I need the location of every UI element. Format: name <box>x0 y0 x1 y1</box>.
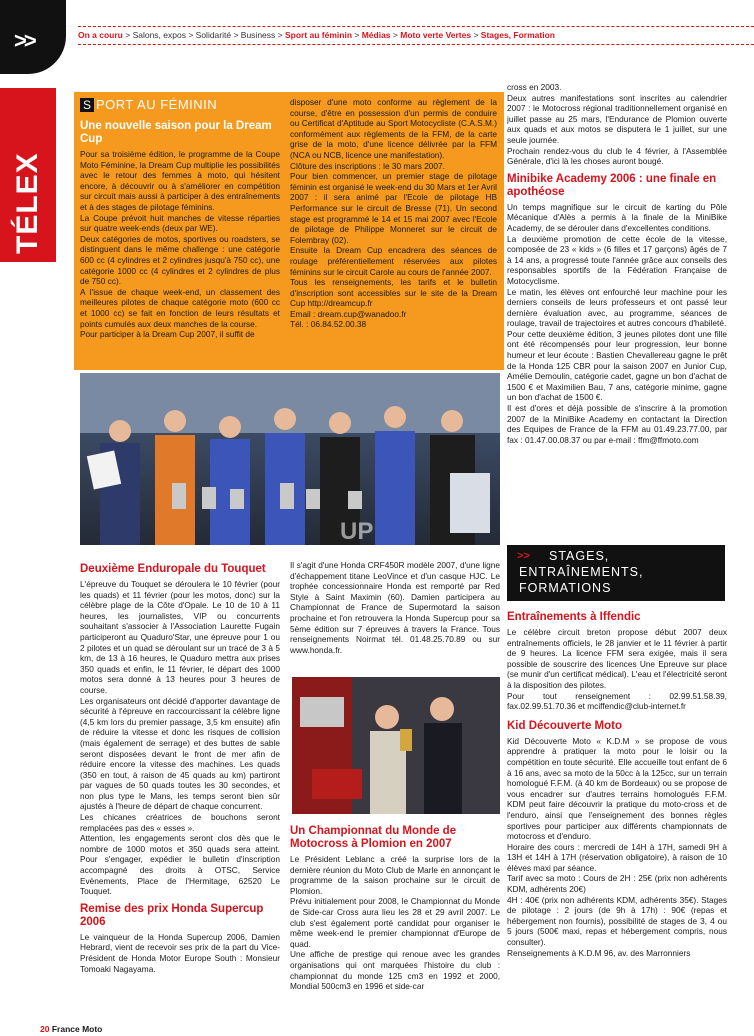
headline: Deuxième Enduropale du Touquet <box>80 563 266 575</box>
paragraph: Horaire des cours : mercredi de 14H à 17H, samedi 9H à 13H et 14H à 17H (réservation obligatoire), à raison de 10 élèves maxi par séance. <box>507 841 727 873</box>
watermark: UP <box>340 518 374 545</box>
paragraph: Tarif avec sa moto : Cours de 2H : 25€ (prix non adhérents KDM, adhérents 20€) <box>507 873 727 895</box>
section-title-text: PORT AU FÉMININ <box>96 97 218 112</box>
page-number: 20 <box>40 1024 50 1034</box>
headline: Remise des prix Honda Supercup 2006 <box>80 902 264 928</box>
paragraph: Le Président Leblanc a créé la surprise lors de la dernière réunion du Moto Club de Marle en annonçant le programme de la saison prochaine sur le circuit de Plomion. <box>290 854 500 896</box>
paragraph: Clôture des inscriptions : le 30 mars 2007. <box>290 160 445 171</box>
feature-column-1 <box>80 97 280 340</box>
paragraph: Deux autres manifestations sont inscrites au calendrier 2007 : le Motocross régional traditionnellement organisé en juillet passe au 25 mars, l'Endurance de Plomion ouverte aux quads et aux motos se disputera le 1 juillet, sur une seule journée. <box>507 92 727 145</box>
headline: Une nouvelle saison pour la Dream Cup <box>80 120 272 145</box>
paragraph: 4H : 40€ (prix non adhérents KDM, adhérents 35€). Stages de pilotage : 2 jours (de 9h à 17h) : 90€ (repas et hébergement non fournis), possibilité de stages de 3, 4 ou 5 jours (500€ maxi, repas et hébergement compris, nous consulter). <box>507 894 727 948</box>
breadcrumb-item[interactable]: Sport au féminin <box>284 30 353 40</box>
breadcrumb-item[interactable]: Médias <box>361 30 391 40</box>
magazine-name: France Moto <box>51 1024 103 1034</box>
paragraph: Deux catégories de motos, sportives ou roadsters, se distinguent dans le même challenge : une catégorie 600 cc (4 cylindres et 2 cylindres jusqu'à 750 cc), une catégorie 1000 cc (4 cylindres et 2 cylindres de plus de 750 cc). <box>80 233 280 287</box>
team-photo <box>80 373 500 545</box>
paragraph: Email : dream.cup@wanadoo.fr <box>290 308 407 319</box>
section-initial: S <box>80 98 94 112</box>
divider <box>78 44 754 45</box>
article-body <box>507 82 727 167</box>
column-3-continued <box>507 608 727 958</box>
double-chevron-icon: >> <box>517 550 530 562</box>
section-header-stages <box>507 545 725 601</box>
paragraph: Ensuite la Dream Cup encadrera des séances de roulage préférentiellement réservées aux pilotes féminins sur le circuit Carole au cours de l'année 2007. <box>290 245 497 277</box>
paragraph: Le matin, les élèves ont enfourché leur machine pour les derniers conseils de leurs professeurs et ont passé leur dernière évaluation avec, au programme, séances de roulage, travail de trajectoires et autres concours d'habileté. <box>507 286 727 329</box>
paragraph: Le célèbre circuit breton propose début 2007 deux entraînements officiels, le 28 janvier et le 11 février à partir de 9 heures. La licence FFM sera exigée, mais il sera possible de souscrire des licences Une Epreuve sur place (se munir d'un certificat médical). L'eau et l'électricité seront à la disposition des pilotes. <box>507 627 727 690</box>
breadcrumb-item[interactable]: Solidarité <box>195 30 232 40</box>
paragraph: Prévu initialement pour 2008, le Championnat du Monde de Side-car Cross aura lieu les 28 et 29 avril 2007. Le club s'est également porté candidat pour organiser le même week-end le premier championnat d'Europe de quad. <box>290 896 500 949</box>
feature-column-2 <box>290 97 497 330</box>
article-body <box>80 932 280 974</box>
award-photo <box>292 677 500 814</box>
paragraph: Pour cette deuxième édition, 3 jeunes pilotes dont une fille ont été récompensés pour leur progression, leur bonne humeur et leur écoute : Bastien Chevallereau gagne le prêt de la Honda 125 CBR pour la saison 2007 en Junior Cup, Amélie Demoulin, catégorie cadet, gagne un bon d'achat de 1500 € et Maximilien Bau, 7 ans, catégorie minime, gagne un bon d'achat de 1500 €. <box>507 328 727 403</box>
article-body <box>290 560 500 655</box>
paragraph: La Coupe prévoit huit manches de vitesse réparties sur quatre week-ends (deux par WE). <box>80 212 280 234</box>
paragraph: Renseignements à K.D.M 96, av. des Marronniers <box>507 947 691 958</box>
paragraph: Les chicanes créatrices de bouchons seront remplacées pas des « esses ». <box>80 812 280 833</box>
article-body <box>507 627 727 712</box>
paragraph: Les organisateurs ont décidé d'apporter davantage de sécurité à l'épreuve en raccourcissant la célèbre ligne (4,5 km lors du premier passage, 3,5 km ensuite) afin de réduire la vitesse et donc les risques de collision (mais également de serrage) et des buttes de sable seront disposées devant le front de mer afin de réduire encore la vitesse des machines. Les quads (350 en tout, à raison de 45 quads au km) partiront par vagues de 50 quads toutes les 30 secondes, et non plus type le Mans, les temps seront bien sûr ajustés à l'heure de départ de chaque concurrent. <box>80 695 280 812</box>
section-title <box>80 97 280 112</box>
breadcrumb: On a couru > Salons, expos > Solidarité > Business > Sport au féminin > Médias > Moto verte Vertes > Stages, Formation <box>78 30 555 40</box>
article-body <box>290 97 497 330</box>
breadcrumb-item[interactable]: Stages, Formation <box>480 30 555 40</box>
section-header-line: ENTRAÎNEMENTS, <box>519 565 644 579</box>
breadcrumb-item[interactable]: Moto verte Vertes <box>400 30 472 40</box>
article-body <box>507 736 727 958</box>
headline: Un Championnat du Monde de Motocross à Plomion en 2007 <box>290 825 457 850</box>
paragraph: Pour sa troisième édition, le programme de la Coupe Moto Féminine, la Dream Cup multiplie les possibilités avec le retour des femmes à moto, qui hésitent encore, à découvrir ou à s'améliorer en compétition sur circuit mais aussi à participer à des entraînements et à des stages de pilotage féminins. <box>80 149 280 212</box>
breadcrumb-item[interactable]: Salons, expos <box>132 30 186 40</box>
paragraph: Il s'agit d'une Honda CRF450R modèle 2007, d'une ligne d'échappement titane LeoVince et d'un casque HJC. Le trophée concessionnaire Honda est remporté par Red Style à Saint Maximin (60). Damien participera au Championnat de France de Supermotard la saison prochaine et l'on retrouvera la Honda Supercup pour sa 5ème édition sur 7 épreuves à travers la France. Tous renseignements Noirmat tél. 01.48.25.70.89 ou sur www.honda.fr. <box>290 560 500 655</box>
paragraph: La deuxième promotion de cette école de la vitesse, composée de 23 « kids » (6 filles et 17 garçons) âgés de 7 à 14 ans, a progressé toute l'année grâce aux conseils des responsables sportifs de la Fédération Française de Motocyclisme. <box>507 233 727 286</box>
paragraph: cross en 2003. <box>507 82 562 92</box>
paragraph: Tél. : 06.84.52.00.38 <box>290 319 367 330</box>
section-header-line: STAGES, <box>549 549 610 563</box>
paragraph: Kid Découverte Moto « K.D.M » se propose de vous apprendre à pratiquer la moto pour le loisir ou la compétition en toute sécurité. Elle accueille tout enfant de 6 à 16 ans, avec sa moto de la 50cc à la 125cc, sur un terrain homologué F.F.M. (à 40 km de Bordeaux) ou se propose de vous encadrer sur d'autres terrains homologués F.F.M. KDM peut faire découvrir la pratique du moto-cross et de l'enduro, ainsi que l'enseignement des bonnes règles sportives pour participer aux différents championnats de motocross et d'enduro. <box>507 735 727 842</box>
paragraph: Le vainqueur de la Honda Supercup 2006, Damien Hebrard, vient de recevoir ses prix de la part du Vice-Président de Honda Motor Europe South : Monsieur Tomoaki Nagayama. <box>80 931 280 974</box>
article-body <box>80 579 280 897</box>
article-body <box>507 202 727 446</box>
headline: Minibike Academy 2006 : une finale en apothéose <box>507 172 717 198</box>
paragraph: Attention, les engagements seront clos dès que le nombre de 1000 motos et 350 quads sera atteint. Pour s'engager, expédier le bulletin d'inscription accompagné des droits à OTSC, Service Evènements, Place de l'Hermitage, 62520 Le Touquet. <box>80 833 280 897</box>
column-2-continued <box>290 822 500 992</box>
column-2 <box>290 560 500 655</box>
article-body <box>290 854 500 992</box>
breadcrumb-item[interactable]: Business <box>240 30 276 40</box>
breadcrumb-item[interactable]: On a couru <box>78 30 123 40</box>
paragraph: Une affiche de prestige qui renoue avec les grandes organisations qui ont marquées l'histoire du club : championnat du monde 125 cm3 en 1992 et 2000, Mondial 500cm3 en 1996 et side-car <box>290 949 500 992</box>
paragraph: Prochain rendez-vous du club le 4 février, à l'Assemblée Générale, d'ici là les choses auront bougé. <box>507 145 727 167</box>
paragraph: Un temps magnifique sur le circuit de karting du Pôle Mécanique d'Alès a permis à la finale de la MiniBike Academy, de se dérouler dans d'excellentes conditions. <box>507 201 727 233</box>
headline: Entraînements à Iffendic <box>507 611 641 623</box>
section-tab-label: TÉLEX <box>11 152 44 254</box>
paragraph: Pour tout renseignement : 02.99.51.58.39, fax.02.99.51.70.36 et mciffendic@club-internet.fr <box>507 690 727 712</box>
page-footer <box>40 1024 102 1034</box>
column-3 <box>507 82 727 445</box>
section-header-line: FORMATIONS <box>519 581 612 595</box>
section-tab <box>0 88 56 262</box>
paragraph: L'épreuve du Touquet se déroulera le 10 février (pour les quads) et 11 février (pour les motos, donc) sur la célèbre plage de la Côte d'Opale. Le 10 de 10 à 11 heures, les journalistes, VIP ou concurrents souhaitant s'associer à l'Association Laurette Fugain participeront au Quaduro'Star, une épreuve pour 1 ou 2 pilotes et un quad se déroulant sur un tracé de 3 à 5 km, de 13 à 16 heures, le Quaduro mettra aux prises 350 quads et enfin, le 11 février, le départ des 1000 motos sera donné à 13 heures pour 3 heures de course. <box>80 579 280 695</box>
paragraph: A l'issue de chaque week-end, un classement des meilleures pilotes de chaque catégorie moto (600 cc et 1000 cc) se fait en fonction de leurs résultats et points cumulés aux deux manches de la course. <box>80 286 280 329</box>
column-1 <box>80 560 280 974</box>
double-chevron-icon: >> <box>14 28 34 53</box>
headline: Kid Découverte Moto <box>507 719 623 732</box>
paragraph: Pour participer à la Dream Cup 2007, il suffit de <box>80 329 255 340</box>
award-photo-illustration <box>292 677 500 814</box>
article-body <box>80 149 280 340</box>
paragraph: Pour bien commencer, un premier stage de pilotage féminin est organisé le week-end du 30 Mars et 1er Avril 2007 : il sera animé par l'Ecole de pilotage HB Performance sur le circuit de Bresse (71). Un second stage est programmé le 14 et 15 mai 2007 avec l'Ecole de pilotage de Philippe Monneret sur le circuit de Folembray (02). <box>290 171 497 245</box>
paragraph: Tous les renseignements, les tarifs et le bulletin d'inscription sont accessibles sur le site de la Dream Cup http://dreamcup.fr <box>290 277 497 309</box>
team-photo-illustration <box>80 373 500 545</box>
paragraph: Il est d'ores et déjà possible de s'inscrire à la promotion 2007 de la MiniBike Academy en contactant la Direction des Equipes de France de la FFM au 01.49.23.77.00, par fax : 01.47.00.08.37 ou par e-mail : ffm@ffmoto.com <box>507 403 727 445</box>
section-badge <box>0 0 66 74</box>
divider <box>78 26 754 27</box>
paragraph: disposer d'une moto conforme au règlement de la course, d'être en possession d'un permis de conduire ou Certificat d'Aptitude au Sport Motocycliste (C.A.S.M.) conformément aux règlements de la FFM, de la carte grise de la moto, d'une licence délivrée par la FFM (NCA ou NCB, licence une manifestation). <box>290 97 497 160</box>
